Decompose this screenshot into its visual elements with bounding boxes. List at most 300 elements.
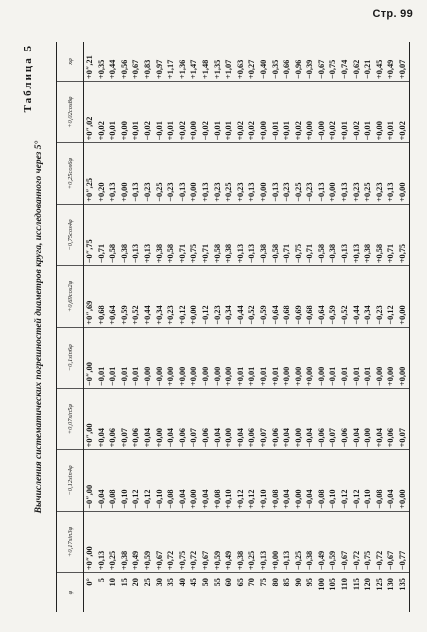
angle-cell: 5 bbox=[96, 578, 106, 583]
value-cell: −0,00 bbox=[212, 327, 224, 388]
value-cell: −0,39 bbox=[304, 42, 316, 82]
value-cell: −0,01 bbox=[96, 327, 108, 388]
value-cell: +0,02 bbox=[327, 82, 339, 143]
table-row bbox=[96, 42, 108, 612]
value-cell: +0,00 bbox=[258, 82, 270, 143]
column-header: +0,02cos8φ bbox=[57, 82, 84, 143]
value-cell: +0,01 bbox=[235, 327, 247, 388]
column-header: +0,17sin3φ bbox=[57, 511, 84, 572]
value-cell: +0,67 bbox=[130, 42, 142, 82]
value-cell: +0,08 bbox=[270, 450, 282, 511]
angle-cell: 80 bbox=[270, 578, 280, 587]
value-cell: −0,04 bbox=[212, 388, 224, 449]
value-cell: −0,12 bbox=[130, 450, 142, 511]
value-cell: +0,71 bbox=[385, 204, 397, 265]
value-cell: +0,13 bbox=[351, 204, 363, 265]
value-cell: +0,02 bbox=[235, 82, 247, 143]
value-cell: −0,34 bbox=[223, 266, 235, 327]
value-cell: −0,67 bbox=[385, 511, 397, 572]
table-row bbox=[362, 42, 374, 612]
angle-cell: 95 bbox=[305, 578, 315, 587]
angle-cell: 10 bbox=[108, 578, 118, 587]
value-cell: +0,06 bbox=[246, 388, 258, 449]
angle-cell: 45 bbox=[189, 578, 199, 587]
value-cell: +0,23 bbox=[351, 143, 363, 204]
value-cell: +0,00 bbox=[119, 143, 131, 204]
value-cell: −0,06 bbox=[200, 388, 212, 449]
table-row bbox=[154, 42, 166, 612]
value-cell: +0,00 bbox=[270, 511, 282, 572]
value-cell: −0,58 bbox=[270, 204, 282, 265]
value-cell: +0,01 bbox=[270, 327, 282, 388]
value-cell: +0,00 bbox=[397, 450, 409, 511]
column-header: +0,25cos6φ bbox=[57, 143, 84, 204]
angle-cell: 55 bbox=[212, 578, 222, 587]
value-cell: −0,69 bbox=[293, 266, 305, 327]
value-cell: +0,56 bbox=[119, 42, 131, 82]
value-cell: −0,00 bbox=[142, 327, 154, 388]
value-cell: −0,04 bbox=[96, 450, 108, 511]
column-header: −0,12sin4φ bbox=[57, 450, 84, 511]
angle-cell: 130 bbox=[386, 578, 396, 591]
table-row bbox=[223, 42, 235, 612]
value-cell: +0,00 bbox=[397, 327, 409, 388]
data-table bbox=[56, 42, 410, 612]
value-cell: +0,10 bbox=[258, 450, 270, 511]
value-cell: −0,68 bbox=[281, 266, 293, 327]
value-cell: −0,01 bbox=[107, 327, 119, 388]
value-cell: −0,02 bbox=[351, 82, 363, 143]
value-cell: +0,20 bbox=[96, 143, 108, 204]
value-cell: +0,13 bbox=[200, 143, 212, 204]
angle-cell: 35 bbox=[166, 578, 176, 587]
value-cell: +0,00 bbox=[397, 143, 409, 204]
value-cell: +0,00 bbox=[304, 82, 316, 143]
column-header: +0,07sin5φ bbox=[57, 388, 84, 449]
value-cell: +0,01 bbox=[165, 82, 177, 143]
value-cell: −0,02 bbox=[200, 82, 212, 143]
value-cell: −0,01 bbox=[351, 327, 363, 388]
value-cell: −0,01 bbox=[270, 82, 282, 143]
value-cell: −0,10 bbox=[327, 450, 339, 511]
value-cell: +0,02 bbox=[177, 82, 189, 143]
value-cell: −0,13 bbox=[130, 143, 142, 204]
value-cell: +0,13 bbox=[385, 143, 397, 204]
angle-cell: 65 bbox=[235, 578, 245, 587]
value-cell: +0,01 bbox=[107, 82, 119, 143]
value-cell: −0,00 bbox=[154, 327, 166, 388]
value-cell: +0,13 bbox=[107, 143, 119, 204]
value-cell: +0,01 bbox=[339, 82, 351, 143]
value-cell: +0,08 bbox=[212, 450, 224, 511]
value-cell: −0,04 bbox=[177, 450, 189, 511]
value-cell: −0,08 bbox=[107, 450, 119, 511]
value-cell: +0,67 bbox=[200, 511, 212, 572]
angle-cell: 100 bbox=[316, 578, 326, 591]
value-cell: −0,38 bbox=[327, 204, 339, 265]
value-cell: +0,04 bbox=[374, 388, 386, 449]
value-cell: −0,23 bbox=[374, 266, 386, 327]
table-row bbox=[327, 42, 339, 612]
table-row bbox=[200, 42, 212, 612]
value-cell: −0,07 bbox=[327, 388, 339, 449]
value-cell: −0,72 bbox=[351, 511, 363, 572]
table-row bbox=[235, 42, 247, 612]
value-cell: +0,00 bbox=[223, 327, 235, 388]
value-cell: −0,12 bbox=[385, 266, 397, 327]
value-cell: +1,47 bbox=[188, 42, 200, 82]
value-cell: +0,38 bbox=[154, 204, 166, 265]
value-cell: +0,04 bbox=[235, 388, 247, 449]
value-cell: −0,71 bbox=[304, 204, 316, 265]
value-cell: +0,97 bbox=[154, 42, 166, 82]
value-cell: +0,02 bbox=[246, 82, 258, 143]
value-cell: −0,13 bbox=[177, 143, 189, 204]
value-cell: +1,48 bbox=[200, 42, 212, 82]
angle-cell: 85 bbox=[282, 578, 292, 587]
angle-cell: 20 bbox=[131, 578, 141, 587]
value-cell: +0″,00 bbox=[84, 388, 96, 449]
table-row bbox=[258, 42, 270, 612]
value-cell: −0,02 bbox=[142, 82, 154, 143]
value-cell: −0,07 bbox=[188, 388, 200, 449]
value-cell: +0,00 bbox=[293, 450, 305, 511]
value-cell: −0,23 bbox=[281, 143, 293, 204]
value-cell: +0,72 bbox=[165, 511, 177, 572]
value-cell: −0,01 bbox=[339, 327, 351, 388]
angle-cell: 40 bbox=[177, 578, 187, 587]
value-cell: +0,01 bbox=[130, 82, 142, 143]
value-cell: −0,38 bbox=[304, 511, 316, 572]
value-cell: +0,59 bbox=[142, 511, 154, 572]
column-header: φ bbox=[57, 573, 84, 612]
value-cell: −0,25 bbox=[293, 511, 305, 572]
header-row bbox=[57, 42, 84, 612]
table-row bbox=[84, 42, 96, 612]
value-cell: +0,25 bbox=[107, 511, 119, 572]
value-cell: +0,04 bbox=[200, 450, 212, 511]
column-header: −0,1sin6φ bbox=[57, 327, 84, 388]
column-header: xφ bbox=[57, 42, 84, 82]
angle-cell: 0° bbox=[85, 578, 94, 586]
value-cell: +0,00 bbox=[397, 266, 409, 327]
value-cell: +0,12 bbox=[246, 450, 258, 511]
value-cell: −0,58 bbox=[107, 204, 119, 265]
value-cell: −0,01 bbox=[130, 327, 142, 388]
value-cell: −0,06 bbox=[316, 388, 328, 449]
value-cell: +0,00 bbox=[304, 327, 316, 388]
value-cell: +0,02 bbox=[96, 82, 108, 143]
table-label: Таблица 5 bbox=[22, 44, 34, 113]
value-cell: −0,72 bbox=[374, 511, 386, 572]
value-cell: −0,71 bbox=[281, 204, 293, 265]
value-cell: −0,23 bbox=[142, 143, 154, 204]
value-cell: −0,08 bbox=[374, 450, 386, 511]
value-cell: +0,35 bbox=[96, 42, 108, 82]
value-cell: +0,59 bbox=[212, 511, 224, 572]
table-title: Вычисления систематических погрешностей диаметров круга, исследованного через 5° bbox=[34, 140, 44, 514]
table-row bbox=[188, 42, 200, 612]
value-cell: −0,10 bbox=[362, 450, 374, 511]
table-row bbox=[270, 42, 282, 612]
value-cell: −0,01 bbox=[327, 327, 339, 388]
rotated-table-block bbox=[22, 42, 417, 612]
value-cell: −0,04 bbox=[165, 388, 177, 449]
value-cell: +0,25 bbox=[362, 143, 374, 204]
value-cell: +0,06 bbox=[107, 388, 119, 449]
value-cell: +0,01 bbox=[246, 327, 258, 388]
value-cell: +0,49 bbox=[223, 511, 235, 572]
value-cell: +0,00 bbox=[258, 143, 270, 204]
value-cell: +1,17 bbox=[165, 42, 177, 82]
value-cell: +0,00 bbox=[188, 266, 200, 327]
value-cell: −0,75 bbox=[327, 42, 339, 82]
table-row bbox=[165, 42, 177, 612]
value-cell: +0,13 bbox=[339, 143, 351, 204]
value-cell: +0,00 bbox=[281, 327, 293, 388]
value-cell: +0,63 bbox=[235, 42, 247, 82]
page-number: Стр. 99 bbox=[372, 8, 413, 20]
angle-cell: 120 bbox=[363, 578, 373, 591]
column-header: −0,75cos4φ bbox=[57, 204, 84, 265]
value-cell: +0″,02 bbox=[84, 82, 96, 143]
value-cell: +0,00 bbox=[293, 388, 305, 449]
value-cell: −0,67 bbox=[316, 42, 328, 82]
value-cell: −0,23 bbox=[165, 143, 177, 204]
table-row bbox=[212, 42, 224, 612]
value-cell: +0,71 bbox=[177, 204, 189, 265]
value-cell: −0″,75 bbox=[84, 204, 96, 265]
angle-cell: 135 bbox=[397, 573, 409, 612]
angle-cell: 60 bbox=[224, 578, 234, 587]
value-cell: −0,01 bbox=[362, 82, 374, 143]
value-cell: −0,40 bbox=[258, 42, 270, 82]
value-cell: +0,04 bbox=[142, 388, 154, 449]
value-cell: +0,00 bbox=[385, 327, 397, 388]
value-cell: +0,00 bbox=[165, 327, 177, 388]
value-cell: +0,13 bbox=[142, 204, 154, 265]
value-cell: −0,00 bbox=[316, 82, 328, 143]
value-cell: +0,38 bbox=[235, 511, 247, 572]
value-cell: +0,02 bbox=[293, 82, 305, 143]
value-cell: +0,13 bbox=[96, 511, 108, 572]
value-cell: +1,36 bbox=[177, 42, 189, 82]
value-cell: −0,38 bbox=[119, 204, 131, 265]
table-row bbox=[351, 42, 363, 612]
value-cell: −0″,00 bbox=[84, 450, 96, 511]
value-cell: +0,49 bbox=[130, 511, 142, 572]
value-cell: −0,10 bbox=[154, 450, 166, 511]
value-cell: +0,07 bbox=[119, 388, 131, 449]
value-cell: +0,38 bbox=[223, 204, 235, 265]
value-cell: +0,04 bbox=[281, 450, 293, 511]
value-cell: +0,38 bbox=[119, 511, 131, 572]
value-cell: +0,64 bbox=[107, 266, 119, 327]
value-cell: −0,77 bbox=[397, 511, 409, 572]
table-row bbox=[304, 42, 316, 612]
value-cell: +0,00 bbox=[154, 388, 166, 449]
value-cell: +0,01 bbox=[281, 82, 293, 143]
table-row bbox=[339, 42, 351, 612]
value-cell: +0,58 bbox=[165, 204, 177, 265]
value-cell: +0,23 bbox=[212, 143, 224, 204]
table-row bbox=[293, 42, 305, 612]
value-cell: +0,00 bbox=[188, 450, 200, 511]
table-row bbox=[142, 42, 154, 612]
table-row bbox=[385, 42, 397, 612]
value-cell: −0,64 bbox=[270, 266, 282, 327]
value-cell: −0,00 bbox=[200, 327, 212, 388]
value-cell: +0,75 bbox=[397, 204, 409, 265]
table-row bbox=[281, 42, 293, 612]
value-cell: +1,35 bbox=[212, 42, 224, 82]
value-cell: −0,04 bbox=[385, 450, 397, 511]
value-cell: +0,00 bbox=[374, 82, 386, 143]
value-cell: −0,49 bbox=[316, 511, 328, 572]
value-cell: +0,58 bbox=[374, 204, 386, 265]
value-cell: −0,66 bbox=[281, 42, 293, 82]
value-cell: +0,23 bbox=[374, 143, 386, 204]
value-cell: +0,00 bbox=[177, 327, 189, 388]
value-cell: +0,34 bbox=[154, 266, 166, 327]
value-cell: +0,71 bbox=[200, 204, 212, 265]
value-cell: −0,58 bbox=[316, 204, 328, 265]
table-row bbox=[397, 42, 409, 612]
value-cell: +0,06 bbox=[130, 388, 142, 449]
value-cell: −0,25 bbox=[293, 143, 305, 204]
value-cell: −0,67 bbox=[339, 511, 351, 572]
angle-cell: 50 bbox=[200, 578, 210, 587]
table-row bbox=[374, 42, 386, 612]
value-cell: −0,64 bbox=[316, 266, 328, 327]
value-cell: +0,68 bbox=[96, 266, 108, 327]
value-cell: +0,00 bbox=[293, 327, 305, 388]
value-cell: −0,59 bbox=[327, 266, 339, 327]
value-cell: −0,23 bbox=[304, 143, 316, 204]
value-cell: −0,35 bbox=[270, 42, 282, 82]
value-cell: +0,07 bbox=[258, 388, 270, 449]
table-row bbox=[177, 42, 189, 612]
value-cell: +1,07 bbox=[223, 42, 235, 82]
value-cell: +0,04 bbox=[96, 388, 108, 449]
value-cell: −0,13 bbox=[246, 204, 258, 265]
value-cell: −0,62 bbox=[351, 42, 363, 82]
value-cell: −0,10 bbox=[119, 450, 131, 511]
value-cell: +0,10 bbox=[223, 450, 235, 511]
value-cell: +0,23 bbox=[165, 266, 177, 327]
value-cell: −0,13 bbox=[339, 204, 351, 265]
angle-cell: 75 bbox=[258, 578, 268, 587]
value-cell: +0,07 bbox=[397, 42, 409, 82]
value-cell: −0,13 bbox=[281, 511, 293, 572]
value-cell: +0,01 bbox=[258, 327, 270, 388]
table-row bbox=[246, 42, 258, 612]
value-cell: +0,27 bbox=[246, 42, 258, 82]
value-cell: +0,75 bbox=[188, 204, 200, 265]
value-cell: −0,00 bbox=[374, 327, 386, 388]
value-cell: +0,12 bbox=[235, 450, 247, 511]
value-cell: −0,75 bbox=[362, 511, 374, 572]
angle-cell: 30 bbox=[154, 578, 164, 587]
table-row bbox=[107, 42, 119, 612]
value-cell: +0″,25 bbox=[84, 143, 96, 204]
value-cell: −0,52 bbox=[246, 266, 258, 327]
value-cell: −0,01 bbox=[119, 327, 131, 388]
value-cell: +0,13 bbox=[246, 143, 258, 204]
value-cell: −0,59 bbox=[258, 266, 270, 327]
angle-cell: 15 bbox=[119, 578, 129, 587]
value-cell: −0,06 bbox=[339, 388, 351, 449]
table-body bbox=[84, 42, 410, 612]
value-cell: +0,12 bbox=[177, 266, 189, 327]
value-cell: −0,21 bbox=[362, 42, 374, 82]
value-cell: +0,52 bbox=[130, 266, 142, 327]
value-cell: −0,75 bbox=[293, 204, 305, 265]
value-cell: −0,08 bbox=[316, 450, 328, 511]
value-cell: +0,00 bbox=[119, 82, 131, 143]
value-cell: +0,83 bbox=[142, 42, 154, 82]
value-cell: −0,52 bbox=[339, 266, 351, 327]
value-cell: −0,96 bbox=[293, 42, 305, 82]
value-cell: −0,13 bbox=[316, 143, 328, 204]
value-cell: +0,02 bbox=[397, 82, 409, 143]
column-header: +0,69cos2φ bbox=[57, 266, 84, 327]
value-cell: +0,13 bbox=[258, 511, 270, 572]
value-cell: +0,72 bbox=[188, 511, 200, 572]
value-cell: −0,34 bbox=[362, 266, 374, 327]
value-cell: +0,06 bbox=[270, 388, 282, 449]
value-cell: −0,71 bbox=[96, 204, 108, 265]
angle-cell: 105 bbox=[328, 578, 338, 591]
value-cell: −0,00 bbox=[362, 388, 374, 449]
table-row bbox=[130, 42, 142, 612]
value-cell: −0,12 bbox=[339, 450, 351, 511]
value-cell: +0,25 bbox=[223, 143, 235, 204]
value-cell: −0,01 bbox=[362, 327, 374, 388]
value-cell: +0,38 bbox=[362, 204, 374, 265]
value-cell: +0,59 bbox=[119, 266, 131, 327]
value-cell: −0,44 bbox=[351, 266, 363, 327]
caption-row bbox=[22, 42, 44, 612]
value-cell: +0,00 bbox=[188, 143, 200, 204]
value-cell: +0,07 bbox=[397, 388, 409, 449]
value-cell: −0,25 bbox=[154, 143, 166, 204]
value-cell: −0,04 bbox=[304, 388, 316, 449]
value-cell: −0,01 bbox=[154, 82, 166, 143]
angle-cell: 25 bbox=[142, 578, 152, 587]
value-cell: +0,25 bbox=[246, 511, 258, 572]
value-cell: −0,23 bbox=[212, 266, 224, 327]
value-cell: −0,12 bbox=[351, 450, 363, 511]
value-cell: −0,68 bbox=[304, 266, 316, 327]
value-cell: +0,00 bbox=[188, 327, 200, 388]
value-cell: +0″,21 bbox=[84, 42, 96, 82]
value-cell: −0,06 bbox=[177, 388, 189, 449]
value-cell: +0,00 bbox=[223, 388, 235, 449]
value-cell: +0,45 bbox=[374, 42, 386, 82]
value-cell: +0,13 bbox=[235, 204, 247, 265]
value-cell: −0,44 bbox=[235, 266, 247, 327]
angle-cell: 90 bbox=[293, 578, 303, 587]
value-cell: −0,38 bbox=[258, 204, 270, 265]
value-cell: +0,01 bbox=[385, 82, 397, 143]
value-cell: +0,49 bbox=[385, 42, 397, 82]
value-cell: +0,75 bbox=[177, 511, 189, 572]
angle-cell: 110 bbox=[340, 578, 350, 591]
table-row bbox=[119, 42, 131, 612]
angle-cell: 70 bbox=[247, 578, 257, 587]
value-cell: +0,44 bbox=[142, 266, 154, 327]
